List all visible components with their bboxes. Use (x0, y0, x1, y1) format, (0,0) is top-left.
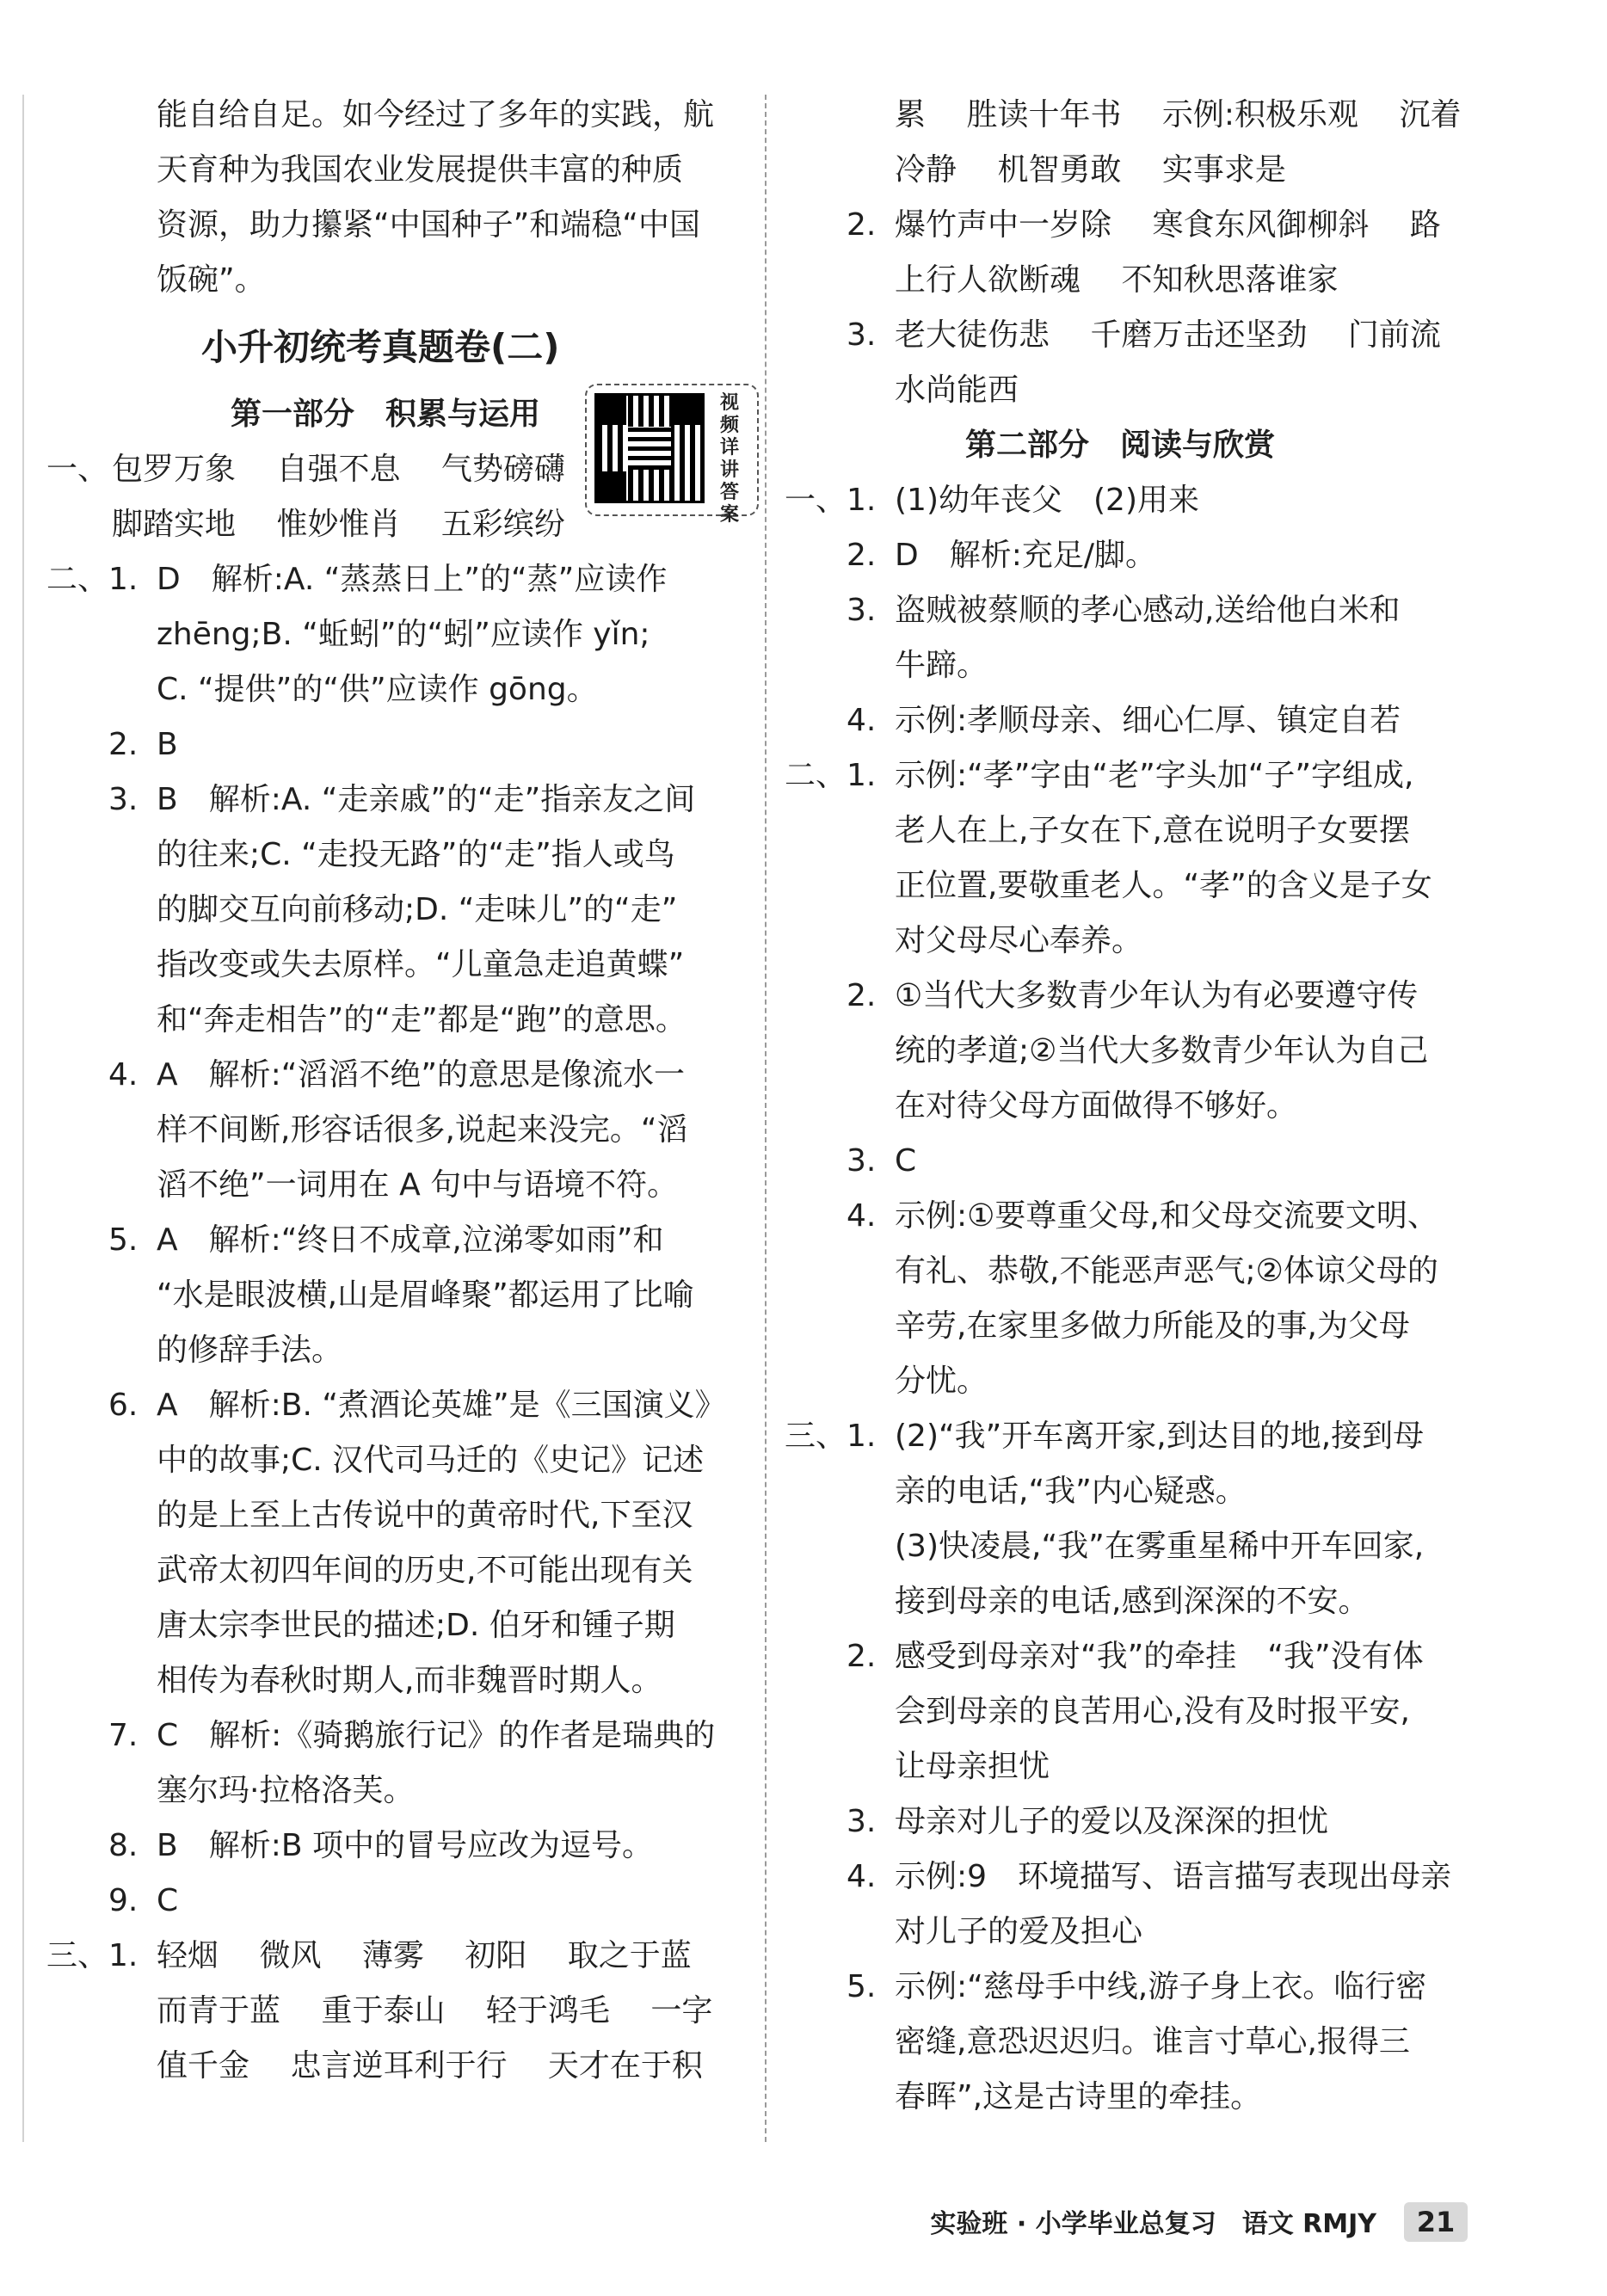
intro-line (46, 88, 747, 143)
answer-line (785, 693, 1492, 748)
item-text: 老大徒伤悲 千磨万击还坚劲 门前流 (895, 317, 1441, 353)
answer-line (785, 859, 1492, 914)
answer-line (46, 1653, 747, 1708)
item-text: 示例:“孝”字由“老”字头加“子”字组成, (895, 758, 1414, 793)
answer-line (46, 552, 747, 607)
item-text: 水尚能西 (895, 372, 1019, 408)
answer-line (46, 1598, 747, 1653)
footer (930, 2204, 1471, 2245)
item-label: 8. (108, 1828, 139, 1863)
answer-line (785, 1189, 1492, 1244)
item-text: 中的故事;C. 汉代司马迁的《史记》记述 (157, 1443, 705, 1478)
item-text: 让母亲担忧 (895, 1749, 1050, 1784)
item-text: 唐太宗李世民的描述;D. 伯牙和锺子期 (157, 1608, 675, 1643)
intro-text: 饭碗”。 (157, 262, 266, 298)
answer-line (46, 1764, 747, 1819)
item-text: 样不间断,形容话很多,说起来没完。“滔 (157, 1112, 688, 1148)
part2-title-text: 第二部分 阅读与欣赏 (965, 428, 1276, 463)
item-text: 示例:9 环境描写、语言描写表现出母亲 (895, 1859, 1452, 1894)
item-text: 感受到母亲对“我”的牵挂 “我”没有体 (895, 1639, 1424, 1674)
answer-line (785, 253, 1492, 308)
answer-line (785, 1354, 1492, 1409)
item-label: 7. (108, 1718, 139, 1753)
item-text: B 解析:A. “走亲戚”的“走”指亲友之间 (157, 782, 696, 817)
item-text: 牛蹄。 (895, 648, 988, 683)
answer-line (785, 1519, 1492, 1574)
item-label: 5. (108, 1222, 139, 1258)
item-text: 脚踏实地 惟妙惟肖 五彩缤纷 (112, 507, 565, 542)
item-label: 4. (108, 1057, 139, 1093)
answer-line (785, 1574, 1492, 1629)
item-text: 接到母亲的电话,感到深深的不安。 (895, 1584, 1370, 1619)
answer-line (785, 1299, 1492, 1354)
item-label: 一、1. (785, 483, 877, 518)
right-column (785, 88, 1492, 2125)
left-margin-rule (22, 95, 24, 2142)
answer-line (46, 1488, 747, 1543)
item-label: 2. (847, 538, 877, 573)
intro-text: 天育种为我国农业发展提供丰富的种质 (157, 152, 684, 188)
answer-line (46, 1323, 747, 1378)
item-text: 示例:孝顺母亲、细心仁厚、镇定自若 (895, 703, 1401, 738)
answer-line (785, 2070, 1492, 2125)
item-text: 统的孝道;②当代大多数青少年认为自己 (895, 1033, 1429, 1068)
right-top-list (785, 88, 1492, 418)
intro-line (46, 198, 747, 253)
item-text: 母亲对儿子的爱以及深深的担忧 (895, 1804, 1329, 1839)
item-label: 4. (847, 1198, 877, 1234)
answer-line (46, 883, 747, 938)
intro-line (46, 253, 747, 308)
item-label: 4. (847, 1859, 877, 1894)
item-label: 2. (108, 727, 139, 762)
item-text: 正位置,要敬重老人。“孝”的含义是子女 (895, 868, 1432, 903)
item-text: 包罗万象 自强不息 气势磅礴 (112, 452, 565, 487)
answer-line (785, 1024, 1492, 1079)
answer-line (785, 363, 1492, 418)
qr-code-icon[interactable] (597, 396, 702, 501)
answer-line (785, 308, 1492, 363)
item-label: 3. (847, 1804, 877, 1839)
item-text: C 解析:《骑鹅旅行记》的作者是瑞典的 (157, 1718, 716, 1753)
item-label: 3. (847, 317, 877, 353)
item-label: 2. (847, 207, 877, 243)
answer-line (785, 1134, 1492, 1189)
item-label: 三、1. (46, 1938, 139, 1973)
answer-line (785, 583, 1492, 638)
answer-line (785, 969, 1492, 1024)
item-text: zhēng;B. “蚯蚓”的“蚓”应读作 yǐn; (157, 617, 650, 652)
item-text: 指改变或失去原样。“儿童急走追黄蝶” (157, 947, 685, 982)
item-text: ①当代大多数青少年认为有必要遵守传 (895, 978, 1419, 1013)
answer-line (46, 1433, 747, 1488)
item-text: 爆竹声中一岁除 寒食东风御柳斜 路 (895, 207, 1441, 243)
answer-line (46, 938, 747, 993)
item-text: C. “提供”的“供”应读作 gōng。 (157, 672, 598, 707)
intro-line (46, 143, 747, 198)
answer-line (46, 1874, 747, 1929)
item-text: 在对待父母方面做得不够好。 (895, 1088, 1298, 1123)
item-text: 的修辞手法。 (157, 1333, 343, 1368)
item-text: B 解析:B 项中的冒号应改为逗号。 (157, 1828, 653, 1863)
answer-line (785, 1409, 1492, 1464)
item-label: 三、1. (785, 1419, 877, 1454)
item-text: 塞尔玛·拉格洛芙。 (157, 1773, 415, 1808)
item-label: 二、1. (785, 758, 877, 793)
item-text: 上行人欲断魂 不知秋思落谁家 (895, 262, 1339, 298)
item-text: A 解析:“滔滔不绝”的意思是像流水一 (157, 1057, 686, 1093)
answer-line (46, 607, 747, 662)
item-text: 累 胜读十年书 示例:积极乐观 沉着 (895, 97, 1462, 132)
answer-line (46, 1984, 747, 2039)
answer-line (785, 2015, 1492, 2070)
item-text: 示例:“慈母手中线,游子身上衣。临行密 (895, 1969, 1427, 2004)
answer-line (785, 198, 1492, 253)
answer-line (785, 143, 1492, 198)
item-text: 亲的电话,“我”内心疑惑。 (895, 1474, 1247, 1509)
intro-paragraph (46, 88, 747, 308)
answer-line (785, 1629, 1492, 1684)
item-text: 盗贼被蔡顺的孝心感动,送给他白米和 (895, 593, 1401, 628)
answer-line (46, 773, 747, 828)
item-label: 一、 (46, 452, 109, 487)
answer-line (785, 803, 1492, 859)
answer-line (785, 638, 1492, 693)
item-text: 而青于蓝 重于泰山 轻于鸿毛 一字 (157, 1993, 713, 2028)
answer-line (785, 528, 1492, 583)
answer-line (46, 993, 747, 1048)
item-text: 辛劳,在家里多做力所能及的事,为父母 (895, 1308, 1410, 1344)
answer-line (785, 1960, 1492, 2015)
answer-line (46, 1378, 747, 1433)
item-text: 的脚交互向前移动;D. “走味儿”的“走” (157, 892, 678, 927)
footer-text: 实验班 · 小学毕业总复习 语文 RMJY (930, 2209, 1376, 2239)
answer-line (785, 473, 1492, 528)
answer-line (46, 2039, 747, 2094)
item-label: 2. (847, 1639, 877, 1674)
qr-caption: 视频详讲答案 (719, 392, 739, 526)
answer-line (46, 1048, 747, 1103)
item-text: “水是眼波横,山是眉峰聚”都运用了比喻 (157, 1277, 694, 1313)
answer-line (46, 662, 747, 717)
item-text: D 解析:A. “蒸蒸日上”的“蒸”应读作 (157, 562, 668, 597)
item-text: 的是上至上古传说中的黄帝时代,下至汉 (157, 1498, 693, 1533)
item-text: 的往来;C. “走投无路”的“走”指人或鸟 (157, 837, 675, 872)
item-text: 有礼、恭敬,不能恶声恶气;②体谅父母的 (895, 1253, 1438, 1289)
item-text: B (157, 727, 178, 762)
answer-line (785, 1794, 1492, 1850)
answer-line (46, 1543, 747, 1598)
item-text: 轻烟 微风 薄雾 初阳 取之于蓝 (157, 1938, 692, 1973)
item-text: 对儿子的爱及担心 (895, 1914, 1143, 1949)
item-text: 密缝,意恐迟迟归。谁言寸草心,报得三 (895, 2024, 1410, 2059)
item-text: 会到母亲的良苦用心,没有及时报平安, (895, 1694, 1410, 1729)
left-answer-list (46, 442, 747, 2094)
answer-line (785, 748, 1492, 803)
item-label: 9. (108, 1883, 139, 1918)
item-text: C (157, 1883, 179, 1918)
video-qr-box[interactable] (585, 384, 759, 526)
item-text: (2)“我”开车离开家,到达目的地,接到母 (895, 1419, 1425, 1454)
answer-line (46, 1708, 747, 1764)
answer-line (785, 1244, 1492, 1299)
item-text: 分忧。 (895, 1363, 988, 1399)
item-text: 老人在上,子女在下,意在说明子女要摆 (895, 813, 1410, 848)
item-text: 春晖”,这是古诗里的牵挂。 (895, 2079, 1262, 2114)
answer-line (785, 1739, 1492, 1794)
item-text: 值千金 忠言逆耳利于行 天才在于积 (157, 2048, 703, 2084)
answer-line (785, 1850, 1492, 1905)
item-label: 二、1. (46, 562, 139, 597)
item-text: 冷静 机智勇敢 实事求是 (895, 152, 1286, 188)
item-label: 3. (847, 593, 877, 628)
page-number: 21 (1404, 2202, 1468, 2242)
item-text: 滔不绝”一词用在 A 句中与语境不符。 (157, 1167, 679, 1203)
item-text: 对父母尽心奉养。 (895, 923, 1143, 958)
answer-line (46, 717, 747, 773)
item-label: 3. (847, 1143, 877, 1179)
column-divider (765, 95, 767, 2142)
answer-line (785, 1464, 1492, 1519)
answer-line (785, 88, 1492, 143)
answer-line (46, 1929, 747, 1984)
answer-line (785, 914, 1492, 969)
answer-line (46, 1103, 747, 1158)
item-text: (1)幼年丧父 (2)用来 (895, 483, 1199, 518)
item-label: 2. (847, 978, 877, 1013)
item-text: 和“奔走相告”的“走”都是“跑”的意思。 (157, 1002, 687, 1037)
item-label: 6. (108, 1388, 139, 1423)
answer-line (46, 1819, 747, 1874)
intro-text: 能自给自足。如今经过了多年的实践，航 (157, 97, 715, 132)
answer-line (46, 1213, 747, 1268)
answer-line (785, 1684, 1492, 1739)
intro-text: 资源，助力攥紧“中国种子”和端稳“中国 (157, 207, 700, 243)
part2-title (785, 418, 1492, 473)
answer-line (785, 1905, 1492, 1960)
item-label: 4. (847, 703, 877, 738)
answer-line (46, 828, 747, 883)
answer-line (46, 1268, 747, 1323)
answer-line (46, 1158, 747, 1213)
paper-title: 小升初统考真题卷(二) (201, 326, 560, 368)
item-label: 5. (847, 1969, 877, 2004)
item-text: D 解析:充足/脚。 (895, 538, 1156, 573)
answer-line (785, 1079, 1492, 1134)
item-text: A 解析:“终日不成章,泣涕零如雨”和 (157, 1222, 664, 1258)
item-text: 武帝太初四年间的历史,不可能出现有关 (157, 1553, 693, 1588)
item-text: 示例:①要尊重父母,和父母交流要文明、 (895, 1198, 1438, 1234)
item-text: 相传为春秋时期人,而非魏晋时期人。 (157, 1663, 662, 1698)
item-text: (3)快凌晨,“我”在雾重星稀中开车回家, (895, 1529, 1425, 1564)
right-answer-list (785, 473, 1492, 2125)
part1-title-text: 第一部分 积累与运用 (231, 397, 541, 432)
item-text: C (895, 1143, 917, 1179)
item-text: A 解析:B. “煮酒论英雄”是《三国演义》 (157, 1388, 726, 1423)
item-label: 3. (108, 782, 139, 817)
